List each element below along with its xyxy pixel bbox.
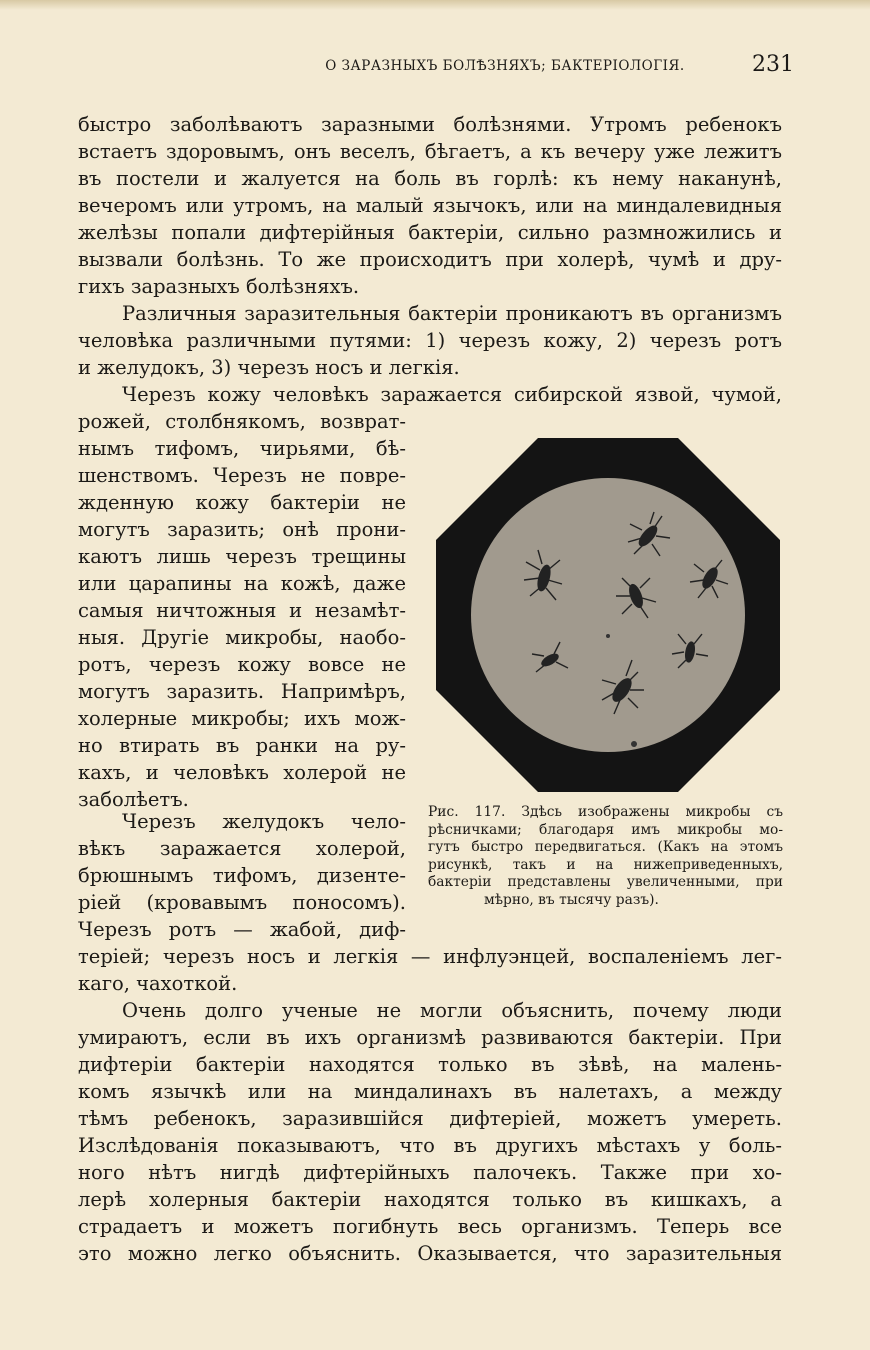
text-line: могутъ заразить; онѣ прони- bbox=[78, 518, 406, 541]
text-line: жденную кожу бактеріи не bbox=[78, 491, 406, 514]
text-line: Различныя заразительныя бактеріи проникаютъ въ организмъ bbox=[122, 302, 782, 325]
text-line: умираютъ, если въ ихъ организмѣ развиваются бактеріи. При bbox=[78, 1026, 782, 1049]
text-line: или царапины на кожѣ, даже bbox=[78, 572, 406, 595]
text-line: вечеромъ или утромъ, на малый язычокъ, или на миндалевидныя bbox=[78, 194, 782, 217]
text-line: вызвали болѣзнь. То же происходитъ при холерѣ, чумѣ и дру- bbox=[78, 248, 782, 271]
text-line: вѣкъ заражается холерой, bbox=[78, 837, 406, 860]
caption-line: рисункѣ, такъ и на нижеприведенныхъ, bbox=[428, 856, 783, 873]
text-line: комъ язычкѣ или на миндалинахъ въ налетахъ, а между bbox=[78, 1080, 782, 1103]
page-edge bbox=[0, 0, 870, 10]
text-line: дифтеріи бактеріи находятся только въ зѣвѣ, на малень- bbox=[78, 1053, 782, 1076]
microscope-field bbox=[471, 478, 745, 752]
paragraph-1 bbox=[78, 111, 782, 300]
text-line: но втирать въ ранки на ру- bbox=[78, 734, 406, 757]
text-line: быстро заболѣваютъ заразными болѣзнями. Утромъ ребенокъ bbox=[78, 113, 782, 136]
text-line: Черезъ кожу человѣкъ заражается сибирской язвой, чумой, bbox=[122, 383, 782, 406]
caption-line: бактеріи представлены увеличенными, при bbox=[428, 874, 783, 890]
caption-line: Рис. 117. Здѣсь изображены микробы съ bbox=[428, 804, 783, 820]
text-line: это можно легко объяснить. Оказывается, что заразительныя bbox=[78, 1242, 782, 1265]
text-line: и желудокъ, 3) черезъ носъ и легкія. bbox=[78, 356, 460, 379]
paragraph-3-lead bbox=[78, 381, 782, 408]
text-line: могутъ заразить. Напримѣръ, bbox=[78, 680, 406, 703]
text-line: каго, чахоткой. bbox=[78, 972, 238, 995]
text-line: ротъ, черезъ кожу вовсе не bbox=[78, 653, 406, 676]
caption-line: мѣрно, въ тысячу разъ). bbox=[484, 891, 659, 908]
text-line: теріей; черезъ носъ и легкія — инфлуэнцей, воспаленіемъ лег- bbox=[78, 945, 782, 968]
text-line: кахъ, и человѣкъ холерой не bbox=[78, 761, 406, 784]
paragraph-5 bbox=[78, 997, 782, 1267]
text-line: тѣмъ ребенокъ, заразившійся дифтеріей, можетъ умереть. bbox=[78, 1107, 782, 1130]
text-line: встаетъ здоровымъ, онъ веселъ, бѣгаетъ, а къ вечеру уже лежитъ bbox=[78, 140, 782, 163]
paragraph-2 bbox=[78, 300, 782, 381]
page-number: 231 bbox=[752, 52, 794, 77]
text-line: ріей (кровавымъ поносомъ). bbox=[78, 891, 406, 914]
speck bbox=[606, 634, 610, 638]
text-line: ного нѣтъ нигдѣ дифтерійныхъ палочекъ. Также при хо- bbox=[78, 1161, 782, 1184]
text-line: каютъ лишь черезъ трещины bbox=[78, 545, 406, 568]
figure-microbes bbox=[436, 438, 780, 792]
text-line: Черезъ желудокъ чело- bbox=[122, 810, 406, 833]
text-line: въ постели и жалуется на боль въ горлѣ: къ нему наканунѣ, bbox=[78, 167, 782, 190]
text-line: человѣка различными путями: 1) черезъ кожу, 2) черезъ ротъ bbox=[78, 329, 782, 352]
text-line: ныя. Другіе микробы, наобо- bbox=[78, 626, 406, 649]
text-line: страдаетъ и можетъ погибнуть весь организмъ. Теперь все bbox=[78, 1215, 782, 1238]
speck bbox=[631, 741, 637, 747]
text-line: Изслѣдованія показываютъ, что въ другихъ мѣстахъ у боль- bbox=[78, 1134, 782, 1157]
text-line: холерные микробы; ихъ мож- bbox=[78, 707, 406, 730]
text-line: брюшнымъ тифомъ, дизенте- bbox=[78, 864, 406, 887]
text-line: лерѣ холерныя бактеріи находятся только въ кишкахъ, а bbox=[78, 1188, 782, 1211]
text-line: самыя ничтожныя и незамѣт- bbox=[78, 599, 406, 622]
text-line: желѣзы попали дифтерійныя бактеріи, сильно размножились и bbox=[78, 221, 782, 244]
caption-line: гутъ быстро передвигаться. (Какъ на этомъ bbox=[428, 839, 783, 855]
paragraph-4-tail bbox=[78, 943, 782, 997]
text-line: Черезъ ротъ — жабой, диф- bbox=[78, 918, 406, 941]
text-line: шенствомъ. Черезъ не повре- bbox=[78, 464, 406, 487]
figure-caption bbox=[428, 804, 783, 909]
caption-line: рѣсничками; благодаря имъ микробы мо- bbox=[428, 821, 783, 838]
text-line: нымъ тифомъ, чирьями, бѣ- bbox=[78, 437, 406, 460]
text-line: заболѣетъ. bbox=[78, 788, 189, 811]
text-line: гихъ заразныхъ болѣзняхъ. bbox=[78, 275, 360, 298]
text-line: рожей, столбнякомъ, возврат- bbox=[78, 410, 406, 433]
running-header: О ЗАРАЗНЫХЪ БОЛѢЗНЯХЪ; БАКТЕРІОЛОГІЯ. bbox=[325, 58, 685, 74]
text-line: Очень долго ученые не могли объяснить, почему люди bbox=[122, 999, 782, 1022]
